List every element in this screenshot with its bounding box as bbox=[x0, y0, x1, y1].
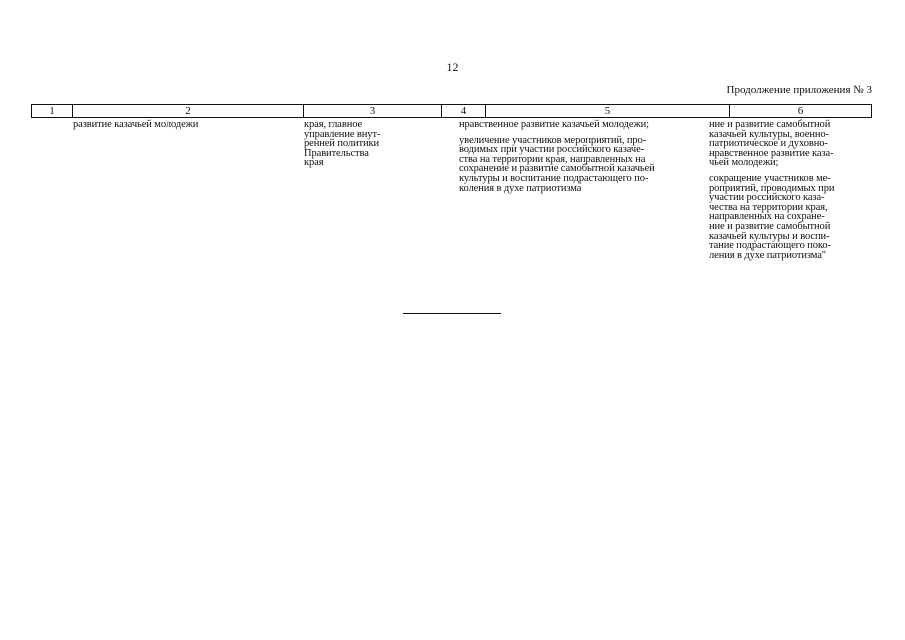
cell-col3-text bbox=[304, 120, 380, 168]
column-number-1: 1 bbox=[49, 105, 55, 117]
cell-line: водимых при участии российского казаче- bbox=[459, 144, 645, 156]
cell-col5-text bbox=[459, 120, 655, 193]
column-number-3: 3 bbox=[303, 105, 441, 117]
cell-line: управление внут- bbox=[304, 128, 381, 140]
cell-line: культуры и воспитание подрастающего по- bbox=[459, 172, 649, 184]
cell-line: сокращение участников ме- bbox=[709, 172, 831, 184]
cell-line: края, главное bbox=[304, 119, 363, 130]
cell-line: развитие казачьей молодежи bbox=[73, 119, 199, 130]
cell-line: ние и развитие самобытной bbox=[709, 119, 831, 130]
cell-line: сохранение и развитие самобытной казачьей bbox=[459, 163, 655, 175]
cell-line: Правительства bbox=[304, 147, 369, 159]
cell-line: ренней политики bbox=[304, 138, 380, 150]
column-number-5: 5 bbox=[485, 105, 729, 117]
cell-line: чьей молодежи; bbox=[709, 157, 779, 169]
column-number-2: 2 bbox=[72, 105, 303, 117]
cell-line: роприятий, проводимых при bbox=[709, 182, 835, 194]
column-number-6: 6 bbox=[729, 105, 871, 117]
column-number-4: 4 bbox=[441, 105, 485, 117]
cell-line: коления в духе патриотизма bbox=[459, 182, 582, 194]
cell-line: ние и развитие самобытной bbox=[709, 220, 831, 232]
cell-line: патриотическое и духовно- bbox=[709, 138, 828, 150]
cell-line: ства на территории края, направленных на bbox=[459, 153, 646, 165]
cell-col2-text bbox=[73, 120, 198, 130]
cell-line: нравственное развитие каза- bbox=[709, 147, 834, 159]
cell-line: чества на территории края, bbox=[709, 201, 828, 213]
cell-line: края bbox=[304, 157, 324, 169]
cell-line: направленных на сохране- bbox=[709, 211, 825, 223]
closing-divider bbox=[403, 313, 501, 314]
cell-line: участии российского каза- bbox=[709, 192, 825, 204]
appendix-table bbox=[31, 104, 872, 304]
cell-line: казачьей культуры и воспи- bbox=[709, 230, 830, 242]
cell-line: тание подрастающего поко- bbox=[709, 240, 831, 252]
page-number: 12 bbox=[446, 60, 459, 74]
cell-line: увеличение участников мероприятий, про- bbox=[459, 134, 647, 146]
cell-line: казачьей культуры, военно- bbox=[709, 128, 829, 140]
appendix-continuation-label: Продолжение приложения № 3 bbox=[726, 84, 872, 96]
column-number-header-row bbox=[31, 104, 872, 118]
cell-line: ления в духе патриотизма" bbox=[709, 249, 826, 261]
cell-col6-text bbox=[709, 120, 834, 260]
cell-line: нравственное развитие казачьей молодежи; bbox=[459, 119, 649, 130]
